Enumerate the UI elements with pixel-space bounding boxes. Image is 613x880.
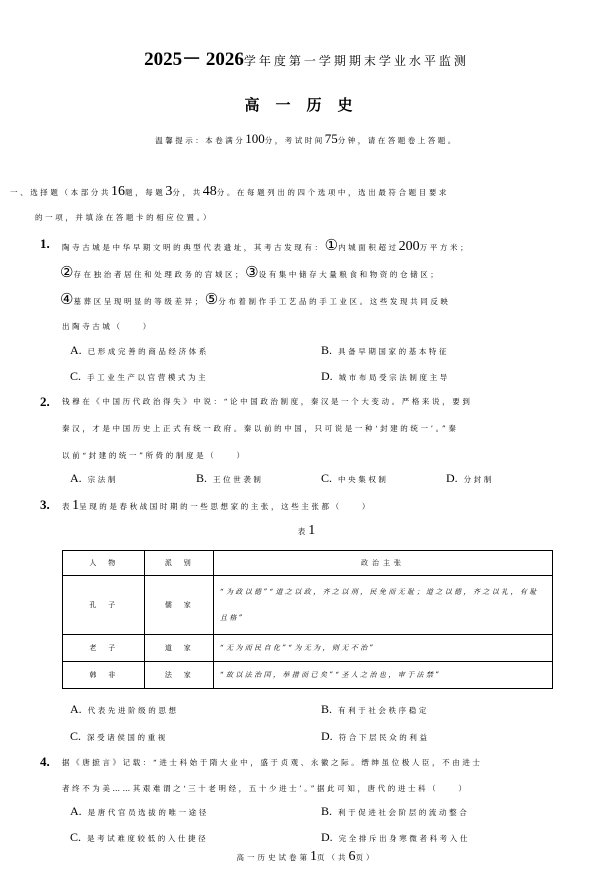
- table-cell-school: 道 家: [145, 635, 214, 662]
- option-c[interactable]: [70, 830, 208, 845]
- option-text: 已形成完善的商品经济体系: [87, 347, 209, 356]
- question-stem: [62, 236, 470, 255]
- option-a[interactable]: [70, 343, 209, 358]
- instr-text: 分，共: [172, 188, 203, 197]
- question-number: 3.: [40, 497, 50, 512]
- instr-text: 题，每题: [125, 188, 166, 197]
- table-header: 派 别: [145, 551, 214, 576]
- option-c[interactable]: [70, 729, 168, 744]
- thinkers-table: [62, 550, 553, 689]
- table-row: [63, 662, 553, 689]
- option-text: 手工业生产以官营模式为主: [87, 373, 209, 382]
- tip-time: 75: [324, 131, 338, 146]
- table-row: [63, 576, 553, 635]
- stem-text: 分布着制作手工艺品的手工业区。这些发现共同反映: [218, 297, 451, 306]
- footer-text: 高一历史试卷第: [236, 853, 310, 862]
- section-instructions-line2: 的一项，并填涂在答题卡的相应位置。）: [35, 213, 214, 222]
- question-stem: 秦汉，才是中国历史上正式有统一政府。秦以前的中国，只可说是一种‘封建的统一’。”秦: [62, 424, 459, 433]
- option-letter: A.: [70, 343, 82, 357]
- option-text: 具备早期国家的基本特征: [338, 347, 450, 356]
- table-cell-school: 儒 家: [145, 576, 214, 635]
- option-text: 有利于社会秩序稳定: [338, 706, 429, 715]
- footer-text: 页（共: [317, 853, 349, 862]
- circled-number: ⑤: [204, 290, 219, 308]
- footer-text: 页）: [355, 853, 377, 862]
- instr-text: 一、选择题（本部分共: [10, 188, 111, 197]
- stem-text: 设有集中储存大量粮食和物资的仓储区；: [258, 270, 441, 279]
- question-stem: [62, 498, 372, 514]
- question-number: 1.: [40, 236, 50, 251]
- option-letter: C.: [70, 729, 82, 743]
- circled-number: ①: [324, 236, 339, 254]
- table-cell-person: 韩 非: [63, 662, 145, 689]
- table-header: 政治主张: [214, 551, 553, 576]
- option-text: 王位世袭制: [213, 475, 264, 484]
- school-year: 2025－ 2026: [144, 49, 244, 70]
- option-letter: A.: [70, 702, 82, 716]
- option-d[interactable]: [321, 369, 450, 384]
- option-letter: D.: [321, 369, 333, 383]
- question-count: 16: [111, 184, 125, 199]
- tip-text: 分，考试时间: [264, 136, 325, 145]
- question-stem: 者终不为美……其艰难谓之‘三十老明经，五十少进士’。”据此可知，唐代的进士科（ ）: [62, 784, 469, 793]
- option-a[interactable]: [70, 804, 209, 819]
- option-letter: B.: [321, 343, 333, 357]
- circled-number: ④: [60, 290, 74, 308]
- instr-text: 分。在每题列出的四个选项中，选出最符合题目要求: [216, 188, 450, 197]
- table-header-row: [63, 551, 553, 576]
- option-c[interactable]: [70, 369, 208, 384]
- option-text: 是考试难度较低的入仕捷径: [87, 834, 209, 843]
- tip-text: 温馨提示：本卷满分: [155, 136, 246, 145]
- option-letter: C.: [70, 369, 82, 383]
- option-letter: A.: [70, 471, 82, 485]
- option-text: 是唐代官员选拔的唯一途径: [87, 808, 209, 817]
- exam-tip: [0, 131, 613, 147]
- table-cell-school: 法 家: [145, 662, 214, 689]
- option-letter: A.: [70, 804, 82, 818]
- option-b[interactable]: [321, 804, 469, 819]
- table-ref: 1: [72, 498, 80, 513]
- question-stem: [60, 290, 451, 308]
- table-cell-idea: “故以法治国，举措而已矣”“圣人之治也，审于法禁”: [214, 662, 553, 689]
- option-text: 代表先进阶级的思想: [87, 706, 179, 715]
- option-letter: D.: [321, 830, 333, 844]
- stem-text: 陶寺古城是中华早期文明的典型代表遗址，其考古发现有：: [62, 243, 325, 252]
- option-b[interactable]: [321, 343, 449, 358]
- score-each: 3: [165, 184, 173, 199]
- option-letter: C.: [70, 830, 82, 844]
- option-text: 完全排斥出身寒微者科考入仕: [338, 834, 470, 843]
- option-d[interactable]: [321, 729, 430, 744]
- option-b[interactable]: [321, 702, 429, 717]
- option-d[interactable]: [321, 830, 470, 845]
- option-letter: B.: [196, 471, 208, 485]
- stem-text: 表: [62, 502, 73, 511]
- exam-title-text: 学年度第一学期期末学业水平监测: [243, 54, 469, 68]
- question-number: 4.: [40, 754, 50, 769]
- option-d[interactable]: [446, 471, 494, 486]
- option-letter: D.: [321, 729, 333, 743]
- option-text: 宗法制: [87, 475, 118, 484]
- page-number: 1: [310, 849, 317, 864]
- option-a[interactable]: [70, 702, 179, 717]
- table-caption: [0, 523, 613, 539]
- question-stem: 出陶寺古城（ ）: [62, 322, 153, 331]
- page-total: 6: [348, 849, 356, 864]
- option-text: 城市布局受宗法制度主导: [338, 373, 450, 382]
- table-cell-idea: “为政以德”“道之以政，齐之以刑，民免而无耻；道之以德，齐之以礼，有耻且格”: [214, 576, 553, 635]
- question-stem: 钱穆在《中国历代政治得失》中说：“论中国政治制度，秦汉是一个大变动。严格来说，要到: [62, 397, 473, 406]
- question-number: 2.: [40, 394, 50, 409]
- section-instructions: [10, 184, 449, 200]
- option-text: 分封制: [463, 475, 494, 484]
- table-row: [63, 635, 553, 662]
- option-text: 利于促进社会阶层的流动整合: [338, 808, 470, 817]
- option-text: 中央集权制: [338, 475, 389, 484]
- question-stem: 据《唐摭言》记载：“进士科始于隋大业中，盛于贞观、永徽之际。缙绅虽位极人臣，不由进士: [62, 758, 483, 767]
- tip-score: 100: [245, 131, 265, 146]
- tip-text: 分钟，请在答题卷上答题。: [337, 136, 458, 145]
- circled-number: ③: [245, 263, 259, 281]
- stem-text: 内城面积超过: [338, 243, 399, 252]
- table-cell-idea: “无为而民自化”“为无为，则无不治”: [214, 635, 553, 662]
- table-cell-person: 孔 子: [63, 576, 145, 635]
- page-footer: [0, 849, 613, 865]
- exam-title: [0, 44, 613, 71]
- option-text: 深受诸侯国的重视: [87, 733, 168, 742]
- area-number: 200: [398, 239, 420, 254]
- caption-text: 表: [297, 527, 309, 536]
- option-letter: B.: [321, 702, 333, 716]
- score-total: 48: [202, 184, 217, 199]
- option-b[interactable]: [196, 471, 264, 486]
- option-c[interactable]: [321, 471, 389, 486]
- table-cell-person: 老 子: [63, 635, 145, 662]
- option-a[interactable]: [70, 471, 118, 486]
- option-text: 符合下层民众的利益: [338, 733, 430, 742]
- option-letter: C.: [321, 471, 333, 485]
- question-stem: [60, 263, 440, 281]
- caption-number: 1: [308, 523, 316, 538]
- option-letter: D.: [446, 471, 458, 485]
- stem-text: 墓葬区呈现明显的等级差异；: [73, 297, 205, 306]
- table-header: 人 物: [63, 551, 145, 576]
- question-stem: 以前“封建的统一”所倚的制度是（ ）: [62, 451, 247, 460]
- stem-text: 万平方米；: [419, 243, 471, 252]
- subject-title: 高一历史: [244, 96, 369, 114]
- stem-text: 存在独治者居住和处理政务的宫城区；: [73, 270, 246, 279]
- circled-number: ②: [60, 263, 74, 281]
- stem-text: 呈现的是春秋战国时期的一些思想家的主张，这些主张都（ ）: [79, 502, 373, 511]
- option-letter: B.: [321, 804, 333, 818]
